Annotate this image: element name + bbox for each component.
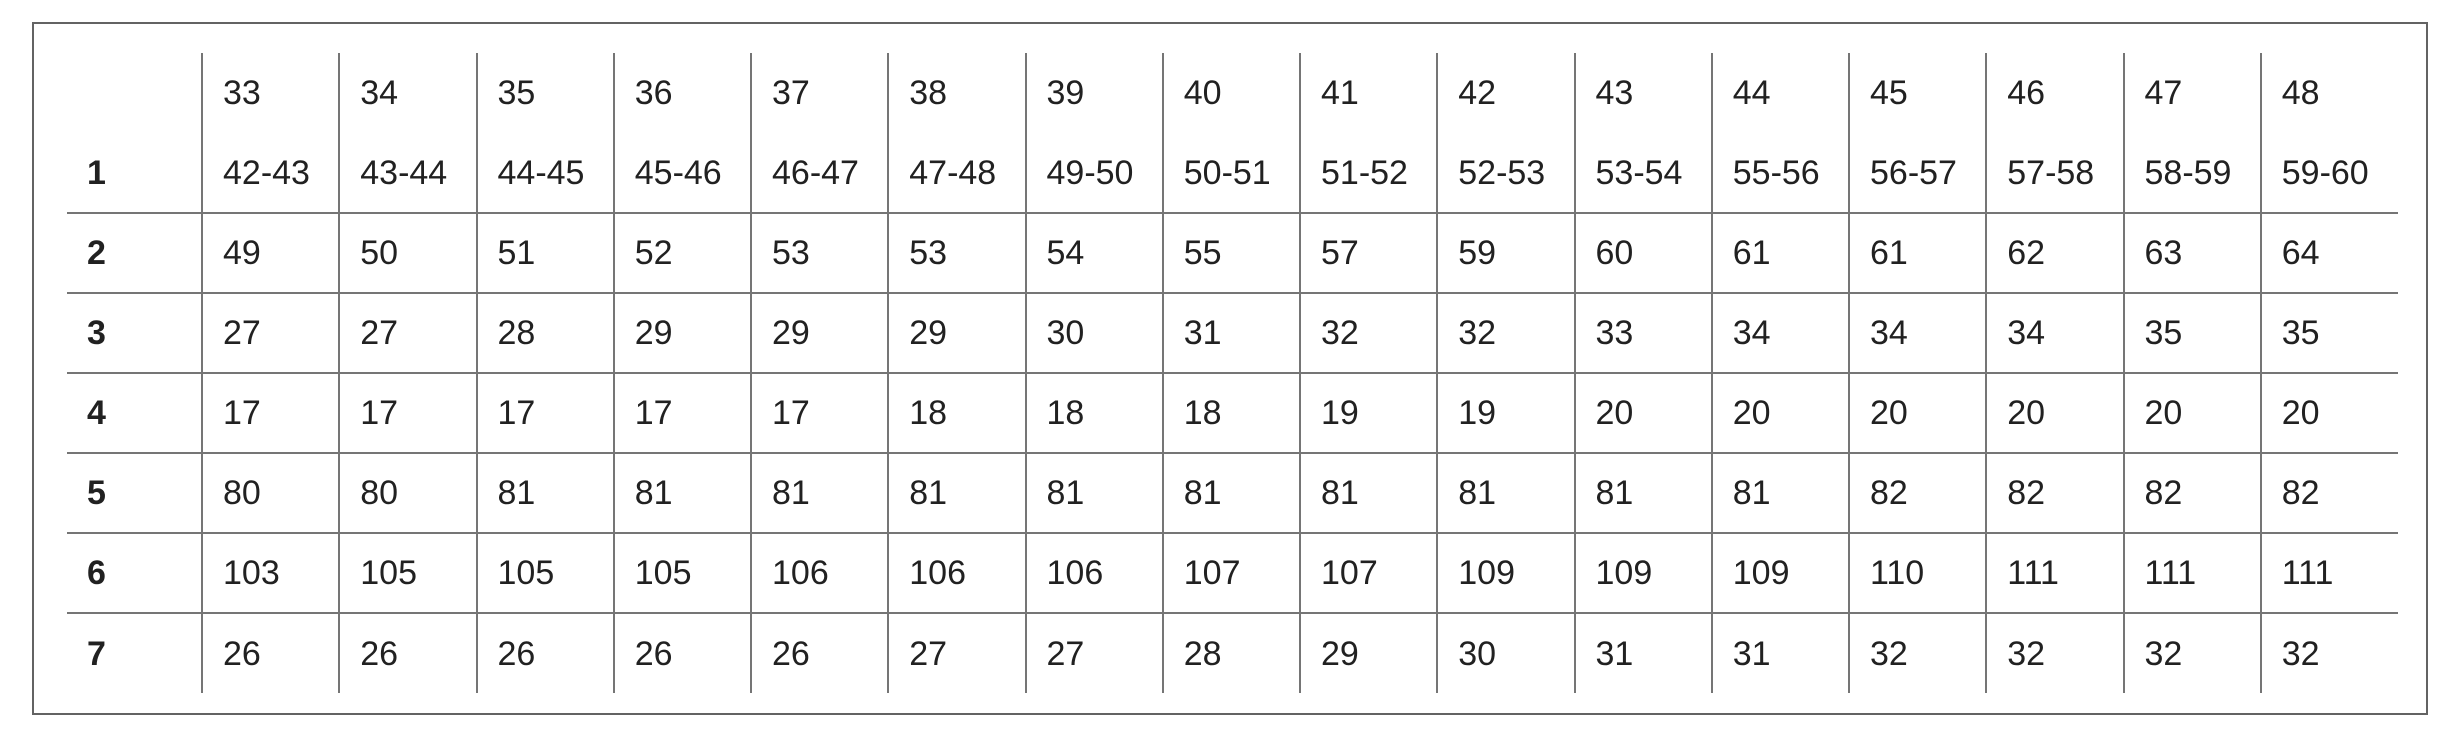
table-cell: 55 (1163, 213, 1300, 293)
header-row (67, 53, 2398, 133)
table-cell: 20 (1575, 373, 1712, 453)
table-cell: 17 (477, 373, 614, 453)
table-cell: 58-59 (2124, 133, 2261, 213)
row-label: 2 (67, 213, 202, 293)
column-header: 42 (1437, 53, 1574, 133)
table-cell: 81 (1575, 453, 1712, 533)
table-cell: 42-43 (202, 133, 339, 213)
table-cell: 19 (1300, 373, 1437, 453)
table-cell: 105 (614, 533, 751, 613)
table-cell: 32 (1986, 613, 2123, 693)
table-cell: 106 (751, 533, 888, 613)
table-cell: 17 (614, 373, 751, 453)
table-cell: 81 (614, 453, 751, 533)
table-cell: 18 (888, 373, 1025, 453)
table-cell: 60 (1575, 213, 1712, 293)
table-row (67, 293, 2398, 373)
table-cell: 34 (1986, 293, 2123, 373)
table-cell: 53 (751, 213, 888, 293)
table-cell: 50-51 (1163, 133, 1300, 213)
table-cell: 17 (202, 373, 339, 453)
table-cell: 81 (1026, 453, 1163, 533)
column-header: 48 (2281, 74, 2320, 112)
table-cell: 26 (202, 613, 339, 693)
column-header: 44 (1712, 53, 1849, 133)
table-cell: 105 (477, 533, 614, 613)
table-cell: 59-60 (2261, 133, 2398, 213)
table-cell: 81 (1437, 453, 1574, 533)
table-cell: 64 (2261, 213, 2398, 293)
column-header: 43 (1575, 53, 1712, 133)
table-cell: 82 (1849, 453, 1986, 533)
table-cell: 81 (1712, 453, 1849, 533)
table-row (67, 453, 2398, 533)
table-cell: 82 (2261, 453, 2398, 533)
table-cell: 81 (888, 453, 1025, 533)
table-cell: 17 (339, 373, 476, 453)
table-cell: 29 (751, 293, 888, 373)
table-cell: 32 (2124, 613, 2261, 693)
table-cell: 46-47 (751, 133, 888, 213)
table-cell: 32 (1849, 613, 1986, 693)
table-cell: 31 (1575, 613, 1712, 693)
table-row (67, 133, 2398, 213)
table-cell: 47-48 (888, 133, 1025, 213)
table-body (67, 133, 2398, 693)
table-cell: 61 (1849, 213, 1986, 293)
column-header: 37 (751, 53, 888, 133)
table-cell: 80 (339, 453, 476, 533)
table-cell: 20 (1712, 373, 1849, 453)
row-label: 1 (67, 133, 202, 213)
table-cell: 111 (2124, 533, 2261, 613)
table-cell: 32 (1437, 293, 1574, 373)
table-cell: 54 (1026, 213, 1163, 293)
table-cell: 51 (477, 213, 614, 293)
row-label: 3 (67, 293, 202, 373)
table-cell: 27 (1026, 613, 1163, 693)
table-cell: 26 (751, 613, 888, 693)
table-cell: 18 (1026, 373, 1163, 453)
table-cell: 18 (1163, 373, 1300, 453)
table-cell: 56-57 (1849, 133, 1986, 213)
column-header: 41 (1300, 53, 1437, 133)
size-table (67, 53, 2398, 693)
column-header: 33 (202, 53, 339, 133)
table-cell: 27 (339, 293, 476, 373)
table-cell: 43-44 (339, 133, 476, 213)
table-cell: 26 (614, 613, 751, 693)
table-cell: 32 (2281, 634, 2320, 673)
row-label: 4 (67, 373, 202, 453)
table-cell: 20 (2124, 373, 2261, 453)
table-cell: 57 (1300, 213, 1437, 293)
table-cell: 80 (202, 453, 339, 533)
table-cell: 49 (202, 213, 339, 293)
table-cell: 53-54 (1575, 133, 1712, 213)
table-cell: 32 (1300, 293, 1437, 373)
table-cell: 34 (1849, 293, 1986, 373)
column-header: 35 (477, 53, 614, 133)
table-cell: 111 (2261, 533, 2398, 613)
table-row (67, 373, 2398, 453)
table-cell: 61 (1712, 213, 1849, 293)
table-cell: 30 (1026, 293, 1163, 373)
table-cell: 51-52 (1300, 133, 1437, 213)
table-cell: 19 (1437, 373, 1574, 453)
column-header: 34 (339, 53, 476, 133)
table-cell: 28 (1163, 613, 1300, 693)
table-cell: 26 (339, 613, 476, 693)
column-header: 40 (1163, 53, 1300, 133)
table-cell: 111 (1986, 533, 2123, 613)
table-cell: 29 (1300, 613, 1437, 693)
table-cell: 20 (1849, 373, 1986, 453)
table-cell: 106 (888, 533, 1025, 613)
table-cell: 29 (888, 293, 1025, 373)
table-cell: 62 (1986, 213, 2123, 293)
column-header: 45 (1849, 53, 1986, 133)
column-header: 38 (888, 53, 1025, 133)
table-cell: 81 (1163, 453, 1300, 533)
table-cell: 30 (1437, 613, 1574, 693)
table-cell: 103 (202, 533, 339, 613)
table-cell: 107 (1163, 533, 1300, 613)
table-frame (32, 22, 2428, 715)
column-header: 36 (614, 53, 751, 133)
row-label: 7 (67, 613, 202, 693)
table-cell: 35 (2124, 293, 2261, 373)
table-header (67, 53, 2398, 133)
table-cell: 44-45 (477, 133, 614, 213)
table-cell: 82 (2124, 453, 2261, 533)
table-cell: 59 (1437, 213, 1574, 293)
table-cell: 49-50 (1026, 133, 1163, 213)
table-row (67, 533, 2398, 613)
table-cell: 109 (1437, 533, 1574, 613)
table-row (67, 613, 2398, 693)
table-cell: 33 (1575, 293, 1712, 373)
table-cell: 34 (1712, 293, 1849, 373)
table-cell: 81 (1300, 453, 1437, 533)
table-cell: 105 (339, 533, 476, 613)
table-cell: 63 (2124, 213, 2261, 293)
row-label: 5 (67, 453, 202, 533)
table-cell: 31 (1712, 613, 1849, 693)
table-cell: 29 (614, 293, 751, 373)
table-cell: 28 (477, 293, 614, 373)
table-cell: 109 (1575, 533, 1712, 613)
column-header: 46 (1986, 53, 2123, 133)
table-cell: 57-58 (1986, 133, 2123, 213)
row-label: 6 (67, 533, 202, 613)
table-cell: 27 (202, 293, 339, 373)
table-cell: 45-46 (614, 133, 751, 213)
table-cell: 35 (2261, 293, 2398, 373)
table-cell: 31 (1163, 293, 1300, 373)
column-header: 39 (1026, 53, 1163, 133)
table-cell: 110 (1849, 533, 1986, 613)
table-cell: 20 (2261, 373, 2398, 453)
table-cell: 50 (339, 213, 476, 293)
column-header: 47 (2124, 53, 2261, 133)
table-cell: 107 (1300, 533, 1437, 613)
table-cell: 20 (1986, 373, 2123, 453)
table-cell: 17 (751, 373, 888, 453)
table-cell: 53 (888, 213, 1025, 293)
table-cell: 26 (477, 613, 614, 693)
table-cell: 81 (751, 453, 888, 533)
table-cell: 52-53 (1437, 133, 1574, 213)
table-cell: 82 (1986, 453, 2123, 533)
table-cell: 81 (477, 453, 614, 533)
table-cell: 52 (614, 213, 751, 293)
table-row (67, 213, 2398, 293)
table-cell: 106 (1026, 533, 1163, 613)
corner-cell (67, 53, 202, 133)
table-cell: 55-56 (1712, 133, 1849, 213)
table-cell: 109 (1712, 533, 1849, 613)
table-cell: 27 (888, 613, 1025, 693)
